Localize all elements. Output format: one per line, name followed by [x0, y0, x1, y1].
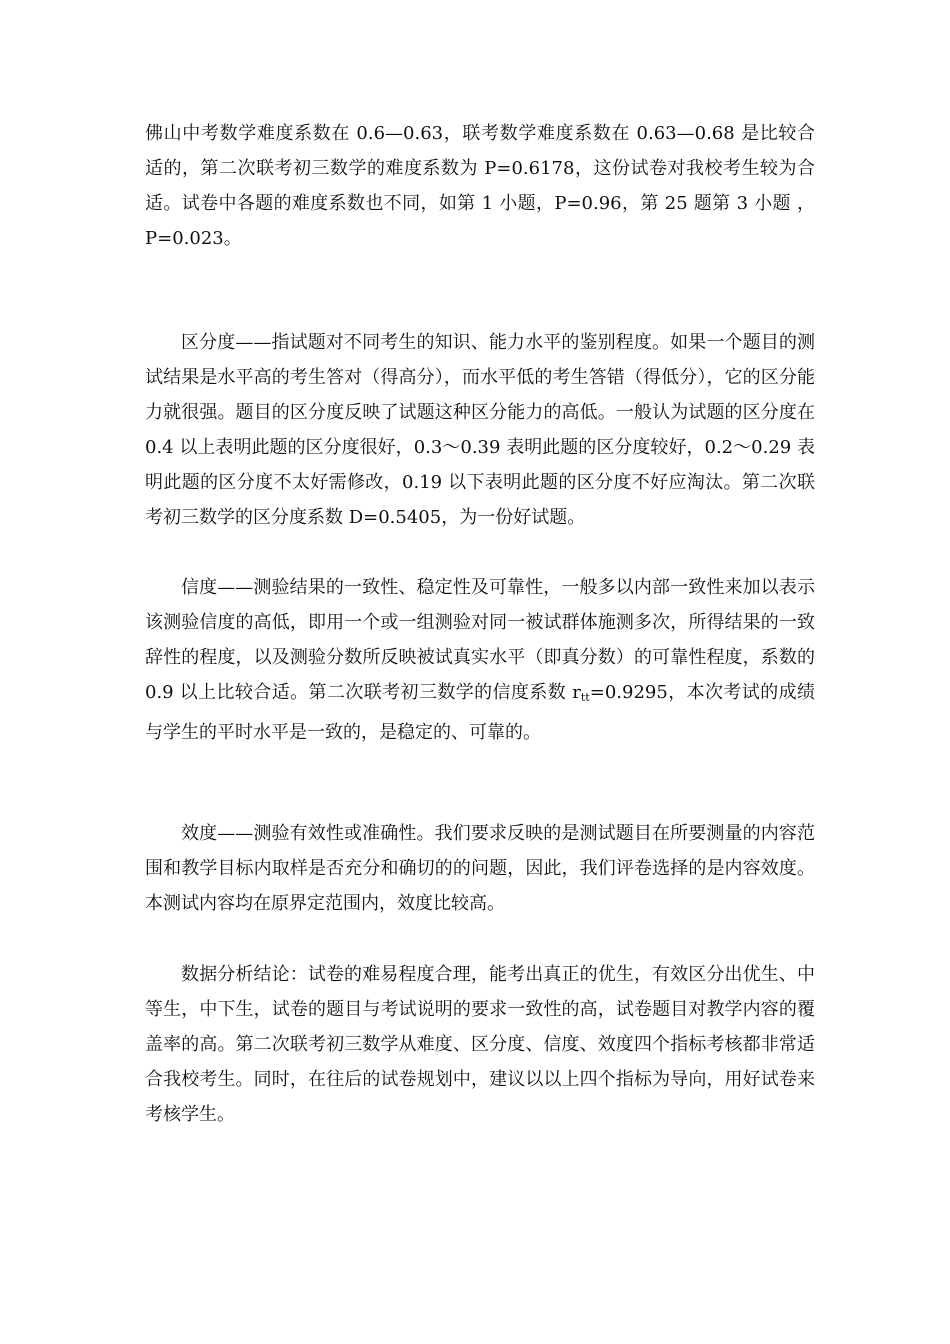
conclusion-paragraph: 数据分析结论：试卷的难易程度合理，能考出真正的优生，有效区分出优生、中等生，中下生，试卷的题目与考试说明的要求一致性的高，试卷题目对教学内容的覆盖率的高。第二次联考初三数学从难度、区分度、信度、效度四个指标考核都非常适合我校考生。同时，在往后的试卷规划中，建议以以上四个指标为导向，用好试卷来考核学生。	[145, 964, 815, 1125]
difficulty-paragraph: 佛山中考数学难度系数在 0.6—0.63，联考数学难度系数在 0.63—0.68 是比较合适的，第二次联考初三数学的难度系数为 P=0.6178，这份试卷对我校考生较为合适。试卷中各题的难度系数也不同，如第 1 小题，P=0.96，第 25 题第 3 小题 ，P=0.023。	[145, 123, 815, 249]
reliability-coefficient-subscript: tt	[580, 691, 590, 704]
discrimination-paragraph: 区分度——指试题对不同考生的知识、能力水平的鉴别程度。如果一个题目的测试结果是水平高的考生答对（得高分），而水平低的考生答错（得低分），它的区分能力就很强。题目的区分度反映了试题这种区分能力的高低。一般认为试题的区分度在 0.4 以上表明此题的区分度很好，0.3～0.39 表明此题的区分度较好，0.2～0.29 表明此题的区分度不太好需修改，0.19 以下表明此题的区分度不好应淘汰。第二次联考初三数学的区分度系数 D=0.5405，为一份好试题。	[145, 332, 815, 528]
validity-paragraph: 效度——测验有效性或准确性。我们要求反映的是测试题目在所要测量的内容范围和教学目标内取样是否充分和确切的的问题，因此，我们评卷选择的是内容效度。本测试内容均在原界定范围内，效度比较高。	[145, 823, 815, 914]
reliability-text-after: =0.9295，本次考试的成绩与学生的平时水平是一致的，是稳定的、可靠的。	[145, 682, 815, 743]
reliability-paragraph	[145, 570, 815, 750]
reliability-text-before: 信度——测验结果的一致性、稳定性及可靠性，一般多以内部一致性来加以表示该测验信度的高低，即用一个或一组测验对同一被试群体施测多次，所得结果的一致辞性的程度，以及测验分数所反映被试真实水平（即真分数）的可靠性程度，系数的 0.9 以上比较合适。第二次联考初三数学的信度系数 r	[145, 577, 815, 703]
